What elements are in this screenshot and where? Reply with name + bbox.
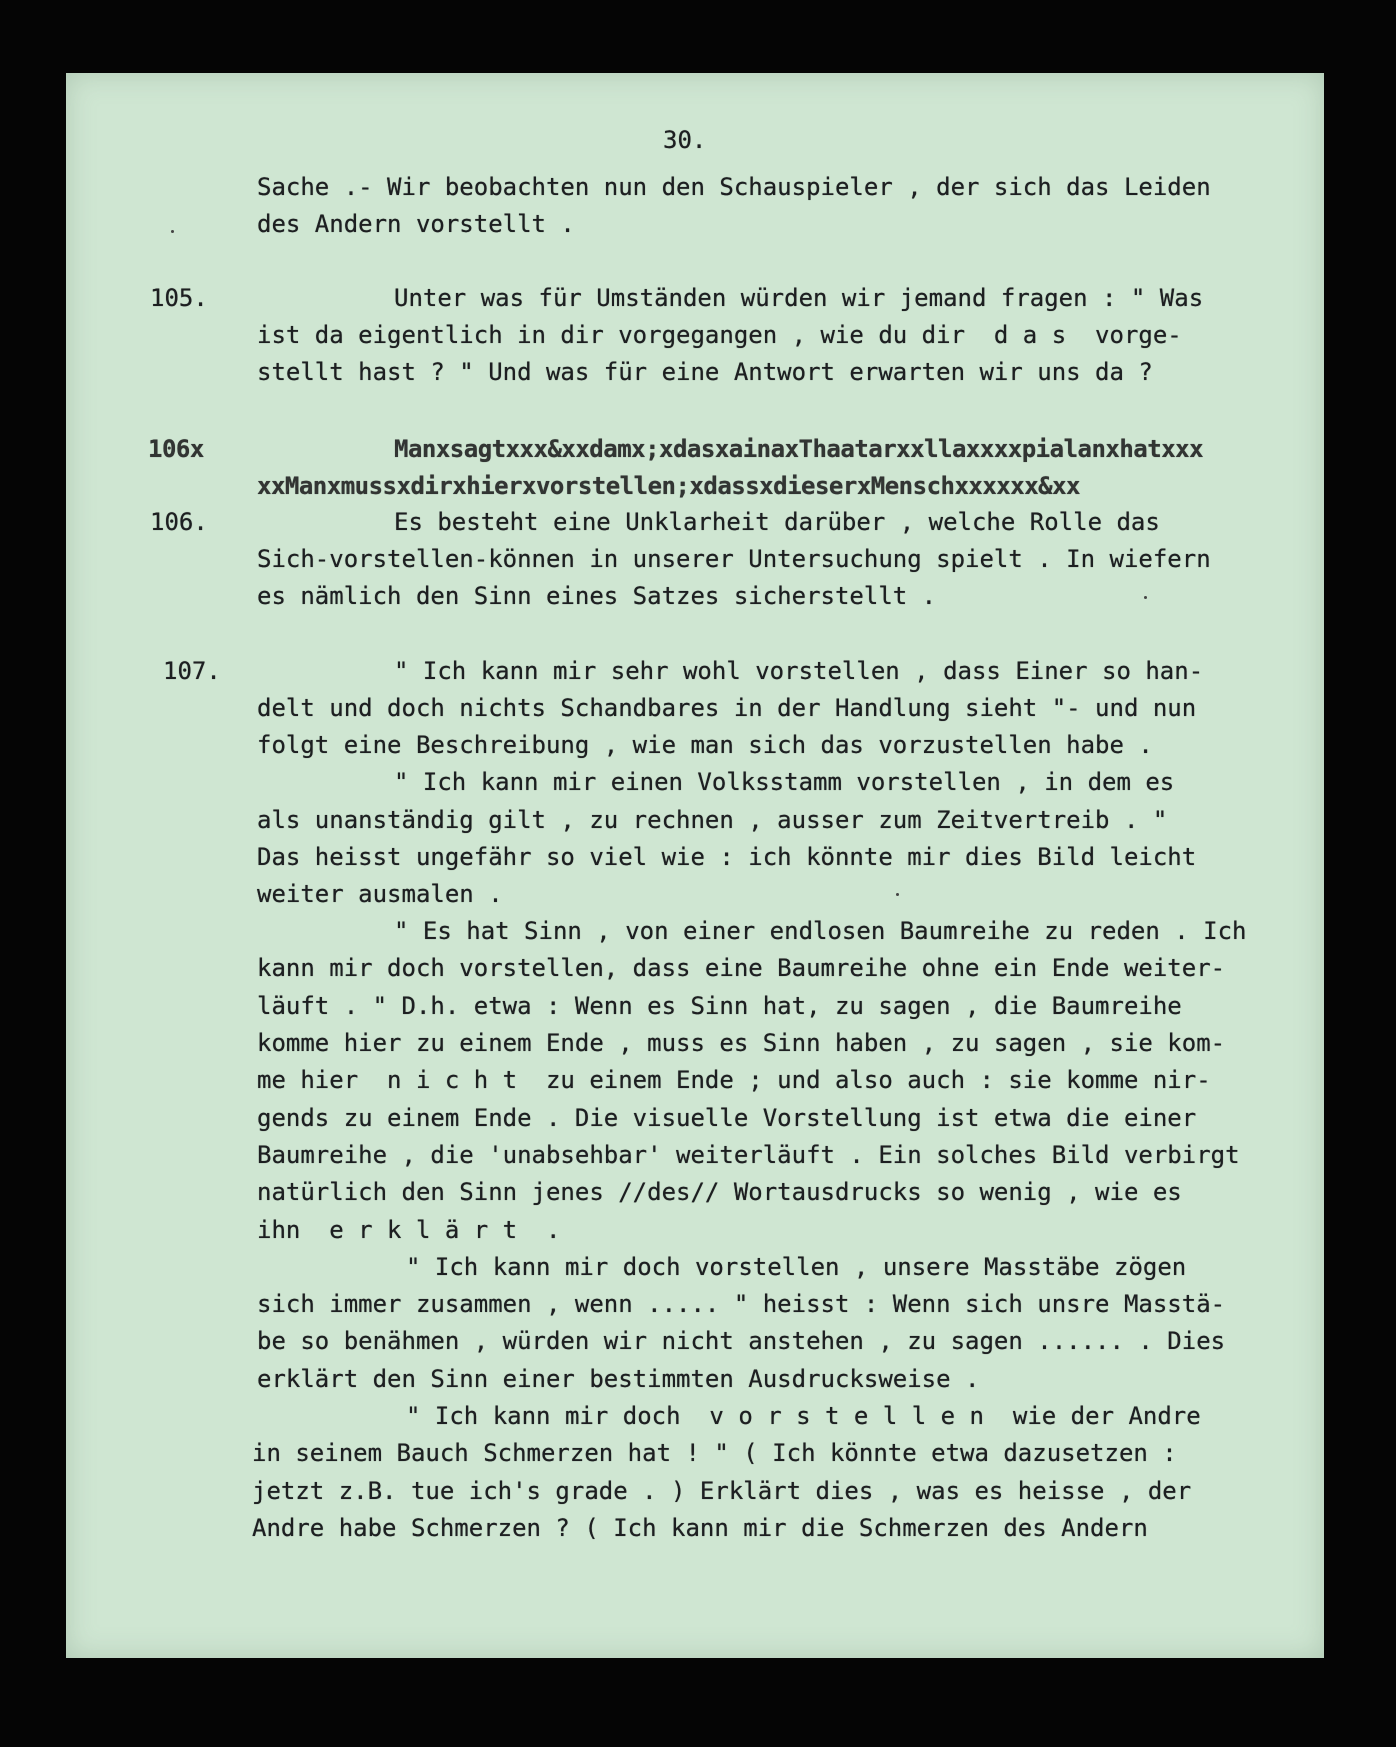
text-line: in seinem Bauch Schmerzen hat ! " ( Ich könnte etwa dazusetzen : [252, 1439, 1177, 1467]
margin-number: 105. [150, 284, 208, 312]
struck-out-line: Manxsagtxxx&xxdamx;xdasxainaxThaatarxxllaxxxxpialanxhatxxx [394, 435, 1204, 463]
text-line: me hier n i c h t zu einem Ende ; und also auch : sie komme nir- [257, 1066, 1211, 1094]
text-line: des Andern vorstellt . [257, 210, 575, 238]
text-line: jetzt z.B. tue ich's grade . ) Erklärt dies , was es heisse , der [252, 1477, 1192, 1505]
text-line: sich immer zusammen , wenn ..... " heisst : Wenn sich unsre Masstä- [257, 1290, 1226, 1318]
text-line: natürlich den Sinn jenes //des// Wortausdrucks so wenig , wie es [257, 1178, 1182, 1206]
margin-number: 107. [163, 657, 221, 685]
text-line: ist da eigentlich in dir vorgegangen , wie du dir d a s vorge- [257, 321, 1182, 349]
ink-speck [1144, 596, 1147, 599]
margin-number: 106. [150, 508, 208, 536]
text-line: Baumreihe , die 'unabsehbar' weiterläuft . Ein solches Bild verbirgt [257, 1141, 1240, 1169]
ink-speck [896, 893, 899, 896]
text-line: Sache .- Wir beobachten nun den Schauspieler , der sich das Leiden [257, 173, 1211, 201]
text-line: erklärt den Sinn einer bestimmten Ausdrucksweise . [257, 1365, 980, 1393]
text-line: Es besteht eine Unklarheit darüber , welche Rolle das [394, 508, 1160, 536]
text-line: gends zu einem Ende . Die visuelle Vorstellung ist etwa die einer [257, 1104, 1197, 1132]
text-line: als unanständig gilt , zu rechnen , ausser zum Zeitvertreib . " [257, 806, 1168, 834]
text-line: " Ich kann mir doch vorstellen , unsere Masstäbe zögen [406, 1253, 1187, 1281]
text-line: kann mir doch vorstellen, dass eine Baumreihe ohne ein Ende weiter- [257, 954, 1226, 982]
ink-speck [171, 230, 174, 233]
text-line: Andre habe Schmerzen ? ( Ich kann mir die Schmerzen des Andern [252, 1514, 1148, 1542]
text-line: " Ich kann mir doch v o r s t e l l e n wie der Andre [406, 1402, 1201, 1430]
text-line: " Ich kann mir einen Volksstamm vorstellen , in dem es [394, 768, 1175, 796]
typescript-page [66, 73, 1324, 1658]
text-line: be so benähmen , würden wir nicht anstehen , zu sagen ...... . Dies [257, 1327, 1226, 1355]
page-number: 30. [663, 126, 707, 154]
text-line: ihn e r k l ä r t . [257, 1216, 561, 1244]
text-line: Das heisst ungefähr so viel wie : ich könnte mir dies Bild leicht [257, 843, 1197, 871]
text-line: Sich-vorstellen-können in unserer Untersuchung spielt . In wiefern [257, 545, 1211, 573]
text-line: folgt eine Beschreibung , wie man sich das vorzustellen habe . [257, 731, 1153, 759]
struck-margin-number: 106x [148, 435, 204, 463]
text-line: läuft . " D.h. etwa : Wenn es Sinn hat, zu sagen , die Baumreihe [257, 992, 1182, 1020]
text-line: stellt hast ? " Und was für eine Antwort erwarten wir uns da ? [257, 358, 1153, 386]
text-line: delt und doch nichts Schandbares in der Handlung sieht "- und nun [257, 694, 1197, 722]
text-line: weiter ausmalen . [257, 880, 503, 908]
text-line: es nämlich den Sinn eines Satzes sicherstellt . [257, 582, 937, 610]
text-line: " Ich kann mir sehr wohl vorstellen , dass Einer so han- [394, 657, 1204, 685]
text-line: komme hier zu einem Ende , muss es Sinn haben , zu sagen , sie kom- [257, 1029, 1226, 1057]
text-line: Unter was für Umständen würden wir jemand fragen : " Was [394, 284, 1204, 312]
struck-out-line: xxManxmussxdirxhierxvorstellen;xdassxdieserxMenschxxxxxx&xx [257, 472, 1081, 500]
text-line: " Es hat Sinn , von einer endlosen Baumreihe zu reden . Ich [394, 917, 1247, 945]
